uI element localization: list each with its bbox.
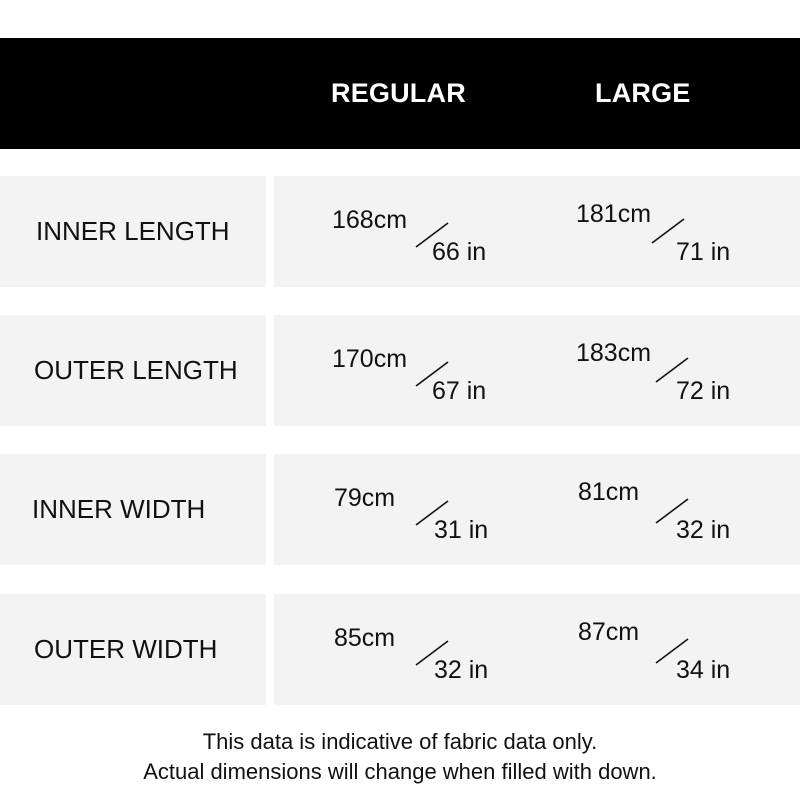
regular-value (334, 594, 534, 705)
cm-value: 81cm (578, 478, 640, 506)
cm-value: 79cm (334, 484, 396, 512)
row-outer-length (0, 315, 800, 426)
large-value (578, 454, 778, 565)
cm-value: 85cm (334, 624, 396, 652)
regular-value (332, 176, 532, 287)
row-label-cell (0, 594, 266, 705)
row-label: INNER WIDTH (32, 494, 206, 524)
footnote-line-2: Actual dimensions will change when filled with down. (143, 759, 657, 784)
inch-value: 67 in (432, 377, 487, 405)
large-value (576, 176, 776, 287)
row-label-cell (0, 315, 266, 426)
inch-value: 32 in (434, 656, 489, 684)
row-label: OUTER WIDTH (34, 634, 218, 664)
cm-value: 183cm (576, 339, 652, 367)
column-header-large: LARGE (595, 78, 691, 108)
regular-value (334, 454, 534, 565)
inch-value: 34 in (676, 656, 731, 684)
row-label-cell (0, 176, 266, 287)
large-value (576, 315, 776, 426)
cm-value: 168cm (332, 206, 408, 234)
inch-value: 32 in (676, 516, 731, 544)
row-label: OUTER LENGTH (34, 355, 238, 385)
inch-value: 31 in (434, 516, 489, 544)
row-inner-width (0, 454, 800, 565)
row-values-cell (274, 454, 800, 565)
row-outer-width (0, 594, 800, 705)
inch-value: 71 in (676, 238, 731, 266)
cm-value: 170cm (332, 345, 408, 373)
row-values-cell (274, 594, 800, 705)
column-header-regular: REGULAR (331, 78, 466, 108)
inch-value: 66 in (432, 238, 487, 266)
footnote-line-1: This data is indicative of fabric data only. (202, 729, 598, 754)
cm-value: 87cm (578, 618, 640, 646)
row-label-cell (0, 454, 266, 565)
inch-value: 72 in (676, 377, 731, 405)
regular-value (332, 315, 532, 426)
header-bar (0, 38, 800, 149)
row-values-cell (274, 176, 800, 287)
row-label: INNER LENGTH (36, 216, 230, 246)
row-inner-length (0, 176, 800, 287)
row-values-cell (274, 315, 800, 426)
cm-value: 181cm (576, 200, 652, 228)
large-value (578, 594, 778, 705)
